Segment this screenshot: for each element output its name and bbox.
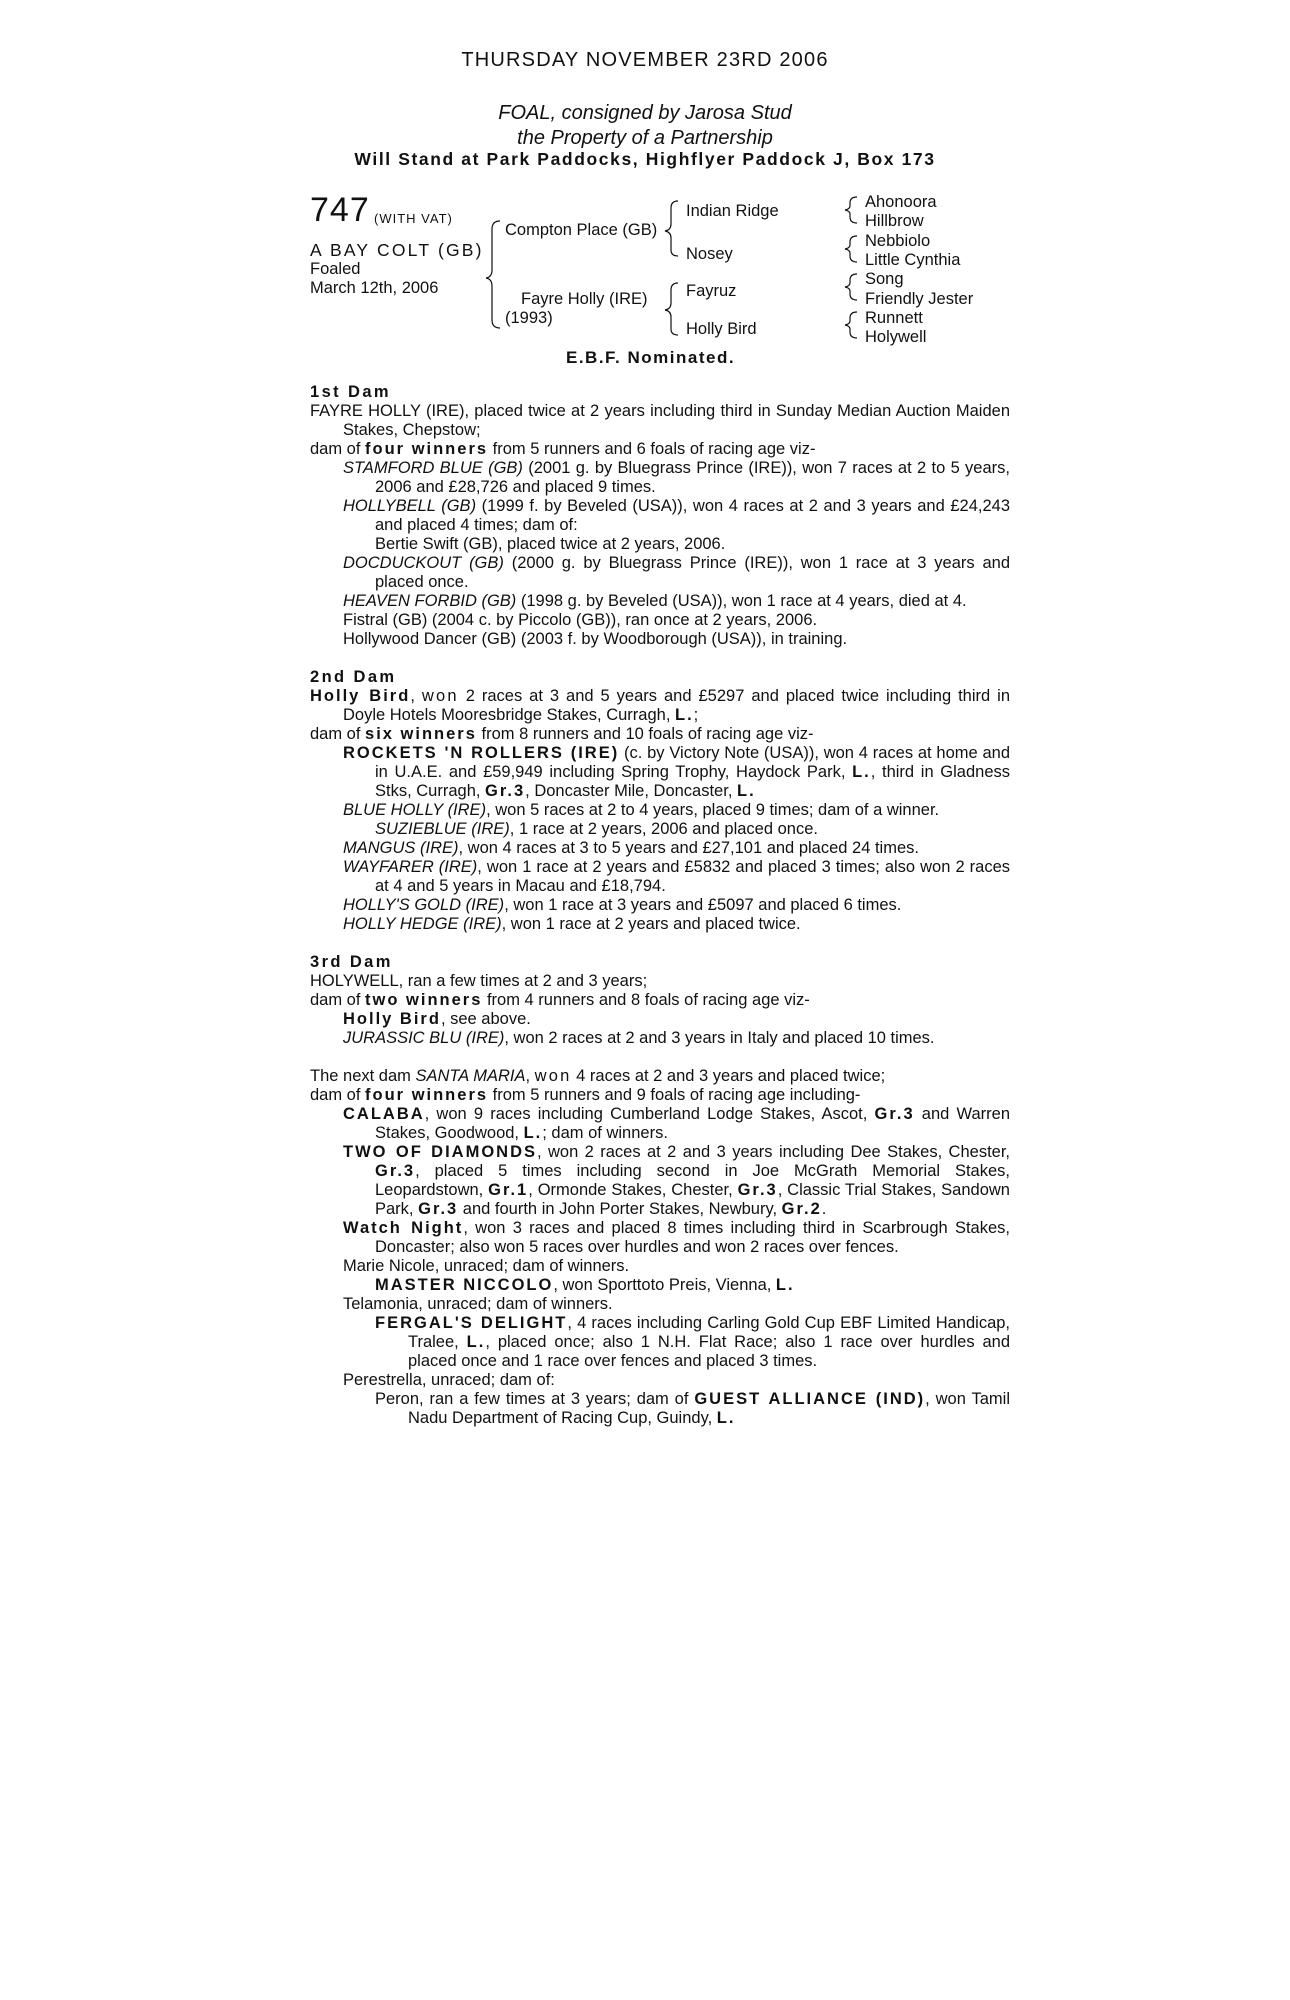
- second-dam-dam-of: dam of six winners from 8 runners and 10 foals of racing age viz-: [310, 725, 814, 743]
- produce-two-of-diamonds: TWO OF DIAMONDS, won 2 races at 2 and 3 years including Dee Stakes, Chester, Gr.3, placed 5 times including second in Joe McGrath Memorial Stakes, Leopardstown, Gr.1, Ormonde Stakes, Chester, Gr.3, Classic Trial Stakes, Sandown Park, Gr.3 and fourth in John Porter Stakes, Newbury, Gr.2.: [343, 1143, 1010, 1218]
- catalogue-body: [310, 383, 1010, 1428]
- produce-stamford-blue: STAMFORD BLUE (GB) (2001 g. by Bluegrass Prince (IRE)), won 7 races at 2 to 5 years, 2006 and £28,726 and placed 9 times.: [343, 459, 1010, 496]
- produce-hollys-gold: HOLLY'S GOLD (IRE), won 1 race at 3 years and £5097 and placed 6 times.: [343, 896, 902, 914]
- next-dam-dam-of: dam of four winners from 5 runners and 9 foals of racing age including-: [310, 1086, 861, 1104]
- produce-watch-night: Watch Night, won 3 races and placed 8 times including third in Scarbrough Stakes, Doncaster; also won 5 races over hurdles and won 2 races over fences.: [343, 1219, 1010, 1256]
- third-dam-intro: HOLYWELL, ran a few times at 2 and 3 years;: [310, 972, 648, 990]
- winners-count: four winners: [365, 440, 489, 458]
- dam-sire: Fayruz: [686, 282, 737, 300]
- g3-friendly-jester: Friendly Jester: [865, 290, 974, 308]
- produce-hollywood-dancer: Hollywood Dancer (GB) (2003 f. by Woodborough (USA)), in training.: [343, 630, 848, 648]
- first-dam-intro: FAYRE HOLLY (IRE), placed twice at 2 years including third in Sunday Median Auction Maiden Stakes, Chepstow;: [310, 402, 1010, 439]
- g3-nebbiolo: Nebbiolo: [865, 232, 931, 250]
- produce-rockets-n-rollers: ROCKETS 'N ROLLERS (IRE) (c. by Victory Note (USA)), won 4 races at home and in U.A.E. and £59,949 including Spring Trophy, Haydock Park, L., third in Gladness Stks, Curragh, Gr.3, Doncaster Mile, Doncaster, L.: [343, 744, 1011, 800]
- g3-holywell: Holywell: [865, 328, 927, 346]
- produce-peron: Peron, ran a few times at 3 years; dam of GUEST ALLIANCE (IND), won Tamil Nadu Department of Racing Cup, Guindy, L.: [375, 1390, 1011, 1427]
- g3-runnett: Runnett: [865, 309, 923, 327]
- foaled-label: Foaled: [310, 260, 361, 278]
- dam-name: Fayre Holly (IRE): [521, 290, 648, 308]
- second-dam-heading: 2nd Dam: [310, 668, 397, 686]
- sale-date: THURSDAY NOVEMBER 23RD 2006: [461, 49, 829, 71]
- g3-song: Song: [865, 270, 904, 288]
- produce-docduckout: DOCDUCKOUT (GB) (2000 g. by Bluegrass Prince (IRE)), won 1 race at 3 years and placed once.: [343, 554, 1010, 591]
- produce-mangus: MANGUS (IRE), won 4 races at 3 to 5 years and £27,101 and placed 24 times.: [343, 839, 919, 857]
- produce-master-niccolo: MASTER NICCOLO, won Sporttoto Preis, Vienna, L.: [375, 1276, 795, 1294]
- produce-wayfarer: WAYFARER (IRE), won 1 race at 2 years and £5832 and placed 3 times; also won 2 races at 4 and 5 years in Macau and £18,794.: [343, 858, 1010, 895]
- third-dam-dam-of: dam of two winners from 4 runners and 8 foals of racing age viz-: [310, 991, 810, 1009]
- dam-dam: Holly Bird: [686, 320, 757, 338]
- second-dam-intro: Holly Bird, won 2 races at 3 and 5 years and £5297 and placed twice including third in Doyle Hotels Mooresbridge Stakes, Curragh, L.;: [310, 687, 1010, 724]
- g3-little-cynthia: Little Cynthia: [865, 251, 961, 269]
- vat-note: (WITH VAT): [374, 211, 453, 226]
- produce-fistral: Fistral (GB) (2004 c. by Piccolo (GB)), ran once at 2 years, 2006.: [343, 611, 818, 629]
- produce-calaba: CALABA, won 9 races including Cumberland Lodge Stakes, Ascot, Gr.3 and Warren Stakes, Goodwood, L.; dam of winners.: [343, 1105, 1010, 1142]
- g3-hillbrow: Hillbrow: [865, 212, 924, 230]
- produce-holly-hedge: HOLLY HEDGE (IRE), won 1 race at 2 years and placed twice.: [343, 915, 801, 933]
- g3-ahonoora: Ahonoora: [865, 193, 937, 211]
- produce-bertie-swift: Bertie Swift (GB), placed twice at 2 years, 2006.: [375, 535, 726, 553]
- sire-name: Compton Place (GB): [505, 221, 658, 239]
- lot-number: 747: [310, 191, 370, 229]
- produce-heaven-forbid: HEAVEN FORBID (GB) (1998 g. by Beveled (USA)), won 1 race at 4 years, died at 4.: [343, 592, 967, 610]
- third-dam-heading: 3rd Dam: [310, 953, 393, 971]
- lot-description: A BAY COLT (GB): [310, 240, 484, 260]
- produce-blue-holly: BLUE HOLLY (IRE), won 5 races at 2 to 4 years, placed 9 times; dam of a winner.: [343, 801, 940, 819]
- ebf-nomination: E.B.F. Nominated.: [566, 348, 736, 367]
- produce-holly-bird: Holly Bird, see above.: [343, 1010, 531, 1028]
- produce-perestrella: Perestrella, unraced; dam of:: [343, 1371, 555, 1389]
- stand-location: Will Stand at Park Paddocks, Highflyer Paddock J, Box 173: [354, 149, 936, 169]
- dam-year: (1993): [505, 309, 553, 327]
- produce-marie-nicole: Marie Nicole, unraced; dam of winners.: [343, 1257, 630, 1275]
- produce-telamonia: Telamonia, unraced; dam of winners.: [343, 1295, 613, 1313]
- first-dam-heading: 1st Dam: [310, 383, 391, 401]
- sire-sire: Indian Ridge: [686, 202, 779, 220]
- property-line: the Property of a Partnership: [517, 127, 773, 149]
- consignor-line: FOAL, consigned by Jarosa Stud: [498, 102, 792, 124]
- produce-jurassic-blu: JURASSIC BLU (IRE), won 2 races at 2 and 3 years in Italy and placed 10 times.: [343, 1029, 935, 1047]
- foaled-date: March 12th, 2006: [310, 279, 439, 297]
- next-dam-intro: The next dam SANTA MARIA, won 4 races at 2 and 3 years and placed twice;: [310, 1067, 886, 1085]
- first-dam-dam-of: dam of four winners from 5 runners and 6 foals of racing age viz-: [310, 440, 816, 458]
- produce-fergals-delight: FERGAL'S DELIGHT, 4 races including Carling Gold Cup EBF Limited Handicap, Tralee, L., placed once; also 1 N.H. Flat Race; also 1 race over hurdles and placed once and 1 race over fences and placed 3 times.: [375, 1314, 1011, 1370]
- sire-dam: Nosey: [686, 245, 733, 263]
- produce-suzieblue: SUZIEBLUE (IRE), 1 race at 2 years, 2006 and placed once.: [375, 820, 818, 838]
- produce-hollybell: HOLLYBELL (GB) (1999 f. by Beveled (USA)), won 4 races at 2 and 3 years and £24,243 and placed 4 times; dam of:: [343, 497, 1010, 534]
